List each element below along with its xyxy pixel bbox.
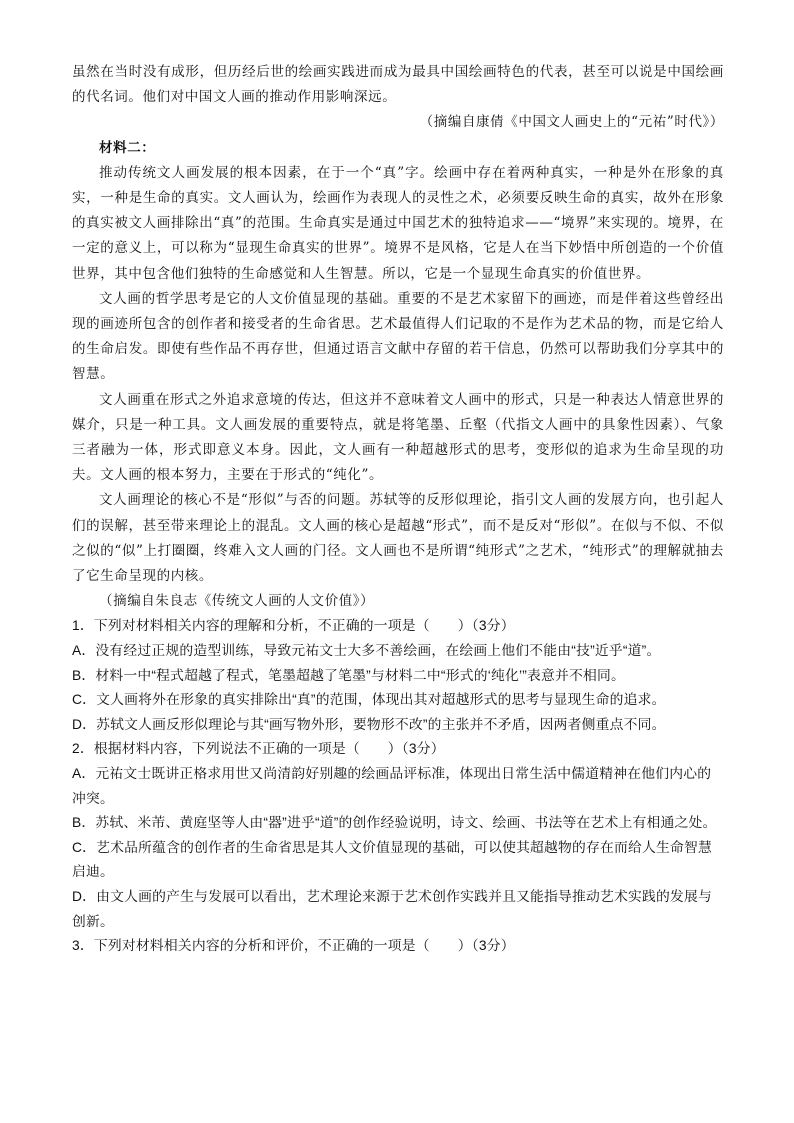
- option-c: C．文人画将外在形象的真实排除出“真”的范围，体现出其对超越形式的思考与显现生命的追求。: [72, 692, 666, 708]
- material1-source: （摘编自康倩《中国文人画史上的“元祐”时代》）: [419, 114, 724, 131]
- option-b: B．材料一中“程式超越了程式，笔墨超越了笔墨”与材料二中“形式的‘纯化’”表意并不相同。: [72, 667, 625, 683]
- question-1: [72, 614, 724, 737]
- option-d: D．由文人画的产生与发展可以看出，艺术理论来源于艺术创作实践并且又能指导推动艺术实践的发展与创新。: [72, 889, 713, 929]
- material2-paragraph: 推动传统文人画发展的根本因素，在于一个“真”字。绘画中存在着两种真实，一种是外在形象的真实，一种是生命的真实。文人画认为，绘画作为表现人的灵性之术，必须要反映生命的真实，故外在形象的真实被文人画排除出“真”的范围。生命真实是通过中国艺术的独特追求——“境界”来实现的。境界，在一定的意义上，可以称为“显现生命真实的世界”。境界不是风格，它是人在当下妙悟中所创造的一个价值世界，其中包含他们独特的生命感觉和人生智慧。所以，它是一个显现生命真实的价值世界。: [72, 164, 724, 282]
- passage-continued: 虽然在当时没有成形，但历经后世的绘画实践进而成为最具中国绘画特色的代表，甚至可以说是中国绘画的代名词。他们对中国文人画的推动作用影响深远。: [72, 64, 724, 106]
- question-2: [72, 737, 724, 934]
- question-stem: 1．下列对材料相关内容的理解和分析，不正确的一项是（ ）（3分）: [72, 618, 515, 634]
- question-stem: 3．下列对材料相关内容的分析和评价，不正确的一项是（ ）（3分）: [72, 938, 515, 954]
- option-a: A．元祐文士既讲正格求用世又尚清韵好别趣的绘画品评标准，体现出日常生活中儒道精神在他们内心的冲突。: [72, 766, 712, 806]
- option-b: B．苏轼、米芾、黄庭坚等人由“器”进乎“道”的创作经验说明，诗文、绘画、书法等在艺术上有相通之处。: [72, 815, 717, 831]
- page-content: [72, 60, 724, 959]
- question-3: [72, 934, 724, 959]
- material2-paragraph: 文人画的哲学思考是它的人文价值显现的基础。重要的不是艺术家留下的画迹，而是伴着这些曾经出现的画迹所包含的创作者和接受者的生命省思。艺术最值得人们记取的不是作为艺术品的物，而是它给人的生命启发。即使有些作品不再存世，但通过语言文献中存留的若干信息，仍然可以帮助我们分享其中的智慧。: [72, 290, 724, 383]
- option-d: D．苏轼文人画反形似理论与其“画写物外形，要物形不改”的主张并不矛盾，因两者侧重点不同。: [72, 716, 666, 732]
- option-a: A．没有经过正规的造型训练，导致元祐文士大多不善绘画，在绘画上他们不能由“技”近乎“道”。: [72, 643, 661, 659]
- material2-paragraph: 文人画重在形式之外追求意境的传达，但这并不意味着文人画中的形式，只是一种表达人情意世界的媒介，只是一种工具。文人画发展的重要特点，就是将笔墨、丘壑（代指文人画中的具象性因素）、气象三者融为一体，形式即意义本身。因此，文人画有一种超越形式的思考，变形似的追求为生命呈现的功夫。文人画的根本努力，主要在于形式的“纯化”。: [72, 391, 724, 484]
- material2-source: （摘编自朱良志《传统文人画的人文价值》）: [99, 593, 375, 610]
- question-stem: 2．根据材料内容，下列说法不正确的一项是（ ）（3分）: [72, 741, 445, 757]
- material2-paragraph: 文人画理论的核心不是“形似”与否的问题。苏轼等的反形似理论，指引文人画的发展方向，也引起人们的误解，甚至带来理论上的混乱。文人画的核心是超越“形式”，而不是反对“形似”。在似与不似、不似之似的“似”上打圈圈，终难入文人画的门径。文人画也不是所谓“纯形式”之艺术，“纯形式”的理解就抽去了它生命呈现的内核。: [72, 492, 724, 585]
- option-c: C．艺术品所蕴含的创作者的生命省思是其人文价值显现的基础，可以使其超越物的存在而给人生命智慧启迪。: [72, 839, 713, 880]
- material2-heading: 材料二：: [99, 139, 156, 156]
